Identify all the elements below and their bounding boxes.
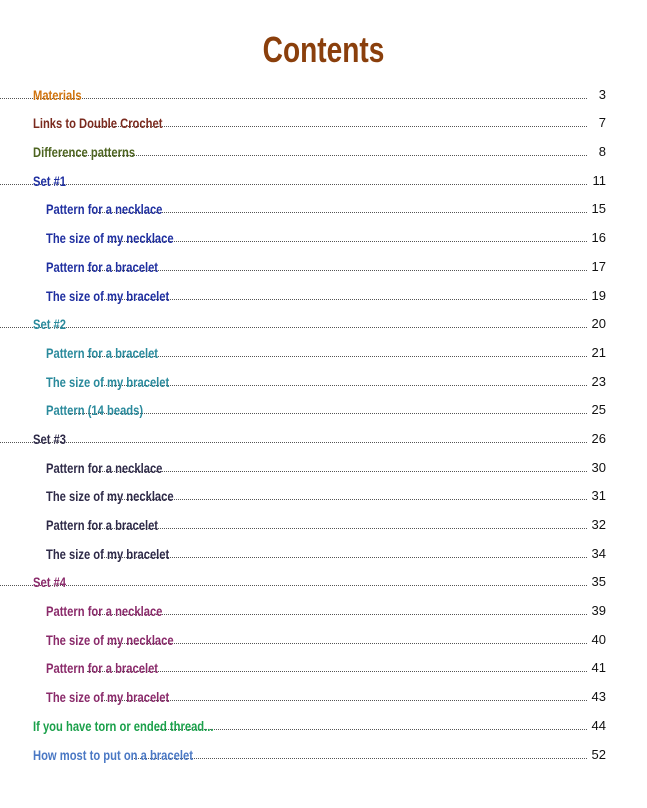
toc-page-number: 20 [591,316,606,332]
toc-entry-label[interactable]: Pattern for a bracelet [46,517,159,533]
dot-leader [107,241,587,242]
toc-entry-label[interactable]: The size of my bracelet [46,373,170,390]
toc-page-number: 30 [591,459,606,475]
toc-entry-set-2[interactable] [33,305,606,334]
toc-page-number: 41 [591,660,606,676]
dot-leader [0,184,587,185]
toc-entry-label[interactable]: Pattern for a bracelet [46,660,159,677]
dot-leader [59,155,587,156]
toc-page-number: 39 [591,603,606,619]
toc-entry-label[interactable]: Pattern for a necklace [46,459,163,476]
toc-subentry[interactable] [33,276,606,305]
toc-subentry[interactable] [33,477,606,506]
toc-entry-links[interactable] [33,104,606,133]
toc-page-number: 25 [591,402,606,418]
toc-entry-label[interactable]: The size of my necklace [46,488,174,505]
toc-page-number: 15 [591,201,606,217]
toc-subentry[interactable] [33,333,606,362]
toc-entry-label[interactable]: Set #2 [33,316,66,333]
dot-leader [157,729,587,730]
dot-leader [87,528,587,529]
dot-leader [0,327,587,328]
toc-page-number: 19 [591,287,606,303]
toc-entry-difference-patterns[interactable] [33,132,606,161]
toc-entry-label[interactable]: Set #3 [33,430,66,447]
toc-subentry[interactable] [33,448,606,477]
toc-page-number: 3 [598,86,606,102]
toc-entry-label[interactable]: The size of my bracelet [46,689,170,706]
toc-entry-put-on-bracelet[interactable] [33,735,606,764]
toc-entry-label[interactable]: Pattern for a bracelet [46,344,159,361]
dot-leader [107,643,587,644]
dot-leader [132,758,587,759]
toc-subentry[interactable] [33,677,606,706]
toc-entry-set-1[interactable] [33,161,606,190]
dot-leader [101,299,587,300]
dot-leader [0,442,587,443]
toc-subentry[interactable] [33,218,606,247]
toc-entry-label[interactable]: Set #4 [33,574,66,591]
toc-entry-label[interactable]: Links to Double Crochet [33,115,163,132]
toc-entry-set-4[interactable] [33,563,606,592]
toc-entry-label[interactable]: Pattern for a bracelet [46,258,159,275]
toc-page-number: 43 [591,689,606,705]
toc-subentry[interactable] [33,591,606,620]
toc-page-number: 8 [598,144,606,160]
toc-page-number: 44 [591,717,606,733]
toc-entry-materials[interactable] [33,75,606,104]
toc-page-number: 21 [591,344,606,360]
toc-subentry[interactable] [33,620,606,649]
toc-page-number: 11 [592,172,606,188]
toc-subentry[interactable] [33,190,606,219]
toc-page-number: 23 [591,373,606,389]
dot-leader [93,471,587,472]
dot-leader [87,270,587,271]
dot-leader [0,98,587,99]
toc-entry-label[interactable]: Pattern (14 beads) [46,402,144,419]
toc-entry-label[interactable]: The size of my necklace [46,631,174,648]
toc-entry-label[interactable]: Pattern for a necklace [46,201,163,218]
toc-subentry[interactable] [33,247,606,276]
toc-entry-label[interactable]: Materials [33,86,82,103]
toc-subentry[interactable] [33,362,606,391]
dot-leader [0,585,587,586]
toc-entry-set-3[interactable] [33,419,606,448]
dot-leader [94,126,587,127]
dot-leader [93,212,587,213]
dot-leader [93,614,587,615]
toc-entry-torn-thread[interactable] [33,706,606,735]
toc-entry-label[interactable]: If you have torn or ended thread... [33,717,214,734]
dot-leader [101,385,587,386]
dot-leader [69,413,587,414]
toc-page-number: 31 [591,488,606,504]
toc-entry-label[interactable]: Set #1 [33,172,66,189]
toc-entry-label[interactable]: The size of my necklace [46,230,174,247]
dot-leader [101,557,587,558]
dot-leader [107,499,587,500]
toc-page-number: 32 [591,517,606,532]
toc-entry-label[interactable]: How most to put on a bracelet [33,746,193,763]
toc-page-number: 35 [591,574,606,590]
toc-subentry[interactable] [33,391,606,420]
toc-subentry[interactable] [33,505,606,534]
toc-page-number: 7 [598,115,606,131]
toc-page-number: 40 [591,631,606,647]
toc-page-number: 26 [591,430,606,446]
toc-entry-label[interactable]: The size of my bracelet [46,287,170,304]
dot-leader [87,671,587,672]
toc-page-number: 52 [591,746,606,762]
toc-page-number: 16 [591,230,606,246]
table-of-contents [33,75,606,764]
toc-entry-label[interactable]: Difference patterns [33,144,136,161]
dot-leader [101,700,587,701]
toc-subentry[interactable] [33,649,606,678]
toc-page-number: 17 [591,258,606,274]
toc-subentry[interactable] [33,534,606,563]
toc-page-number: 34 [591,545,606,561]
dot-leader [87,356,587,357]
page-title: Contents [262,29,385,70]
toc-entry-label[interactable]: Pattern for a necklace [46,603,163,620]
toc-entry-label[interactable]: The size of my bracelet [46,545,170,562]
